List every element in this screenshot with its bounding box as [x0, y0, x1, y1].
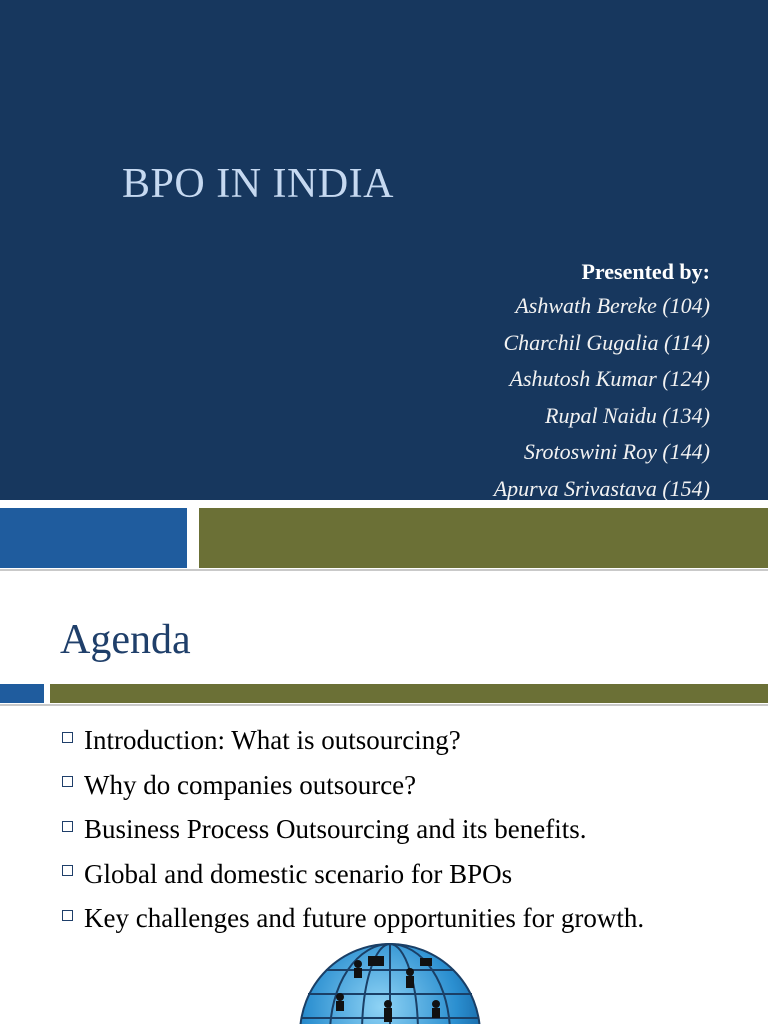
title-slide [0, 0, 768, 500]
header-blue-bar [0, 684, 44, 703]
header-olive-bar [50, 684, 768, 703]
agenda-item-text: Key challenges and future opportunities for growth. [84, 903, 645, 933]
footer-olive-bar [199, 508, 768, 568]
agenda-list [62, 718, 644, 941]
agenda-title: Agenda [60, 617, 191, 663]
presenter-name: Ashutosh Kumar (124) [509, 366, 710, 391]
agenda-item [62, 852, 644, 897]
agenda-item [62, 763, 644, 808]
square-bullet-icon [62, 776, 73, 787]
footer-blue-bar [0, 508, 187, 568]
agenda-item-text: Global and domestic scenario for BPOs [84, 858, 513, 889]
presenter-name: Charchil Gugalia (114) [503, 329, 710, 355]
agenda-item-text: Introduction: What is outsourcing? [84, 725, 461, 755]
header-divider [0, 704, 768, 706]
square-bullet-icon [62, 732, 73, 743]
agenda-item-text: Why do companies outsource? [84, 769, 417, 800]
agenda-item [62, 896, 644, 941]
slide-title: BPO IN INDIA [122, 161, 394, 207]
presenter-name: Srotoswini Roy (144) [523, 439, 710, 464]
presenter-name: Ashwath Bereke (104) [515, 293, 710, 318]
agenda-item [62, 718, 644, 763]
presenters-block [494, 256, 710, 500]
presented-by-heading: Presented by: [581, 259, 710, 284]
agenda-item-text: Business Process Outsourcing and its benefits. [84, 814, 587, 844]
presenter-name: Rupal Naidu (134) [545, 402, 710, 428]
title-slide-footer-band [0, 500, 768, 572]
square-bullet-icon [62, 910, 73, 921]
globe-with-people-icon [298, 942, 482, 1024]
agenda-slide [0, 572, 768, 1024]
agenda-item [62, 807, 644, 852]
footer-divider [0, 569, 768, 571]
square-bullet-icon [62, 865, 73, 876]
presenter-name: Apurva Srivastava (154) [493, 475, 710, 500]
square-bullet-icon [62, 821, 73, 832]
